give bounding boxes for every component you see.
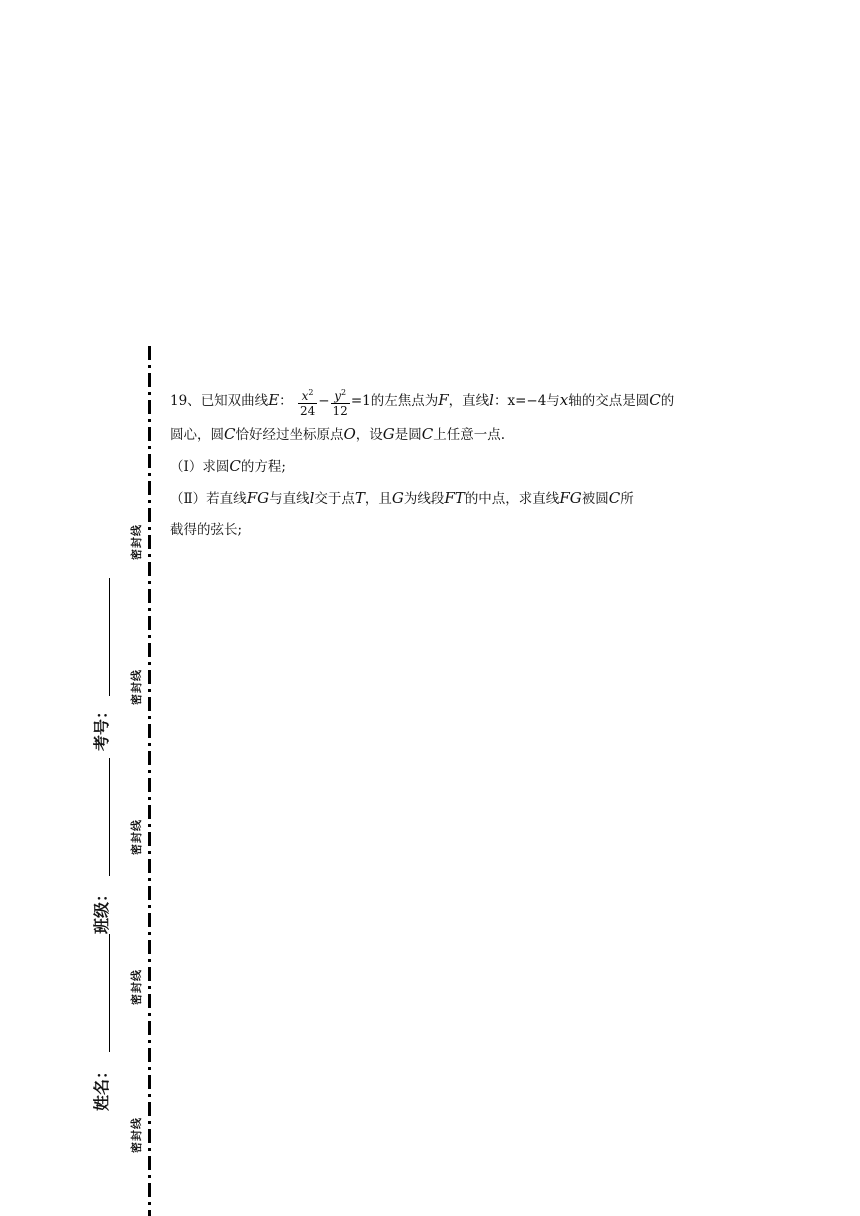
question-part-2: （Ⅱ）若直线FG与直线l交于点T，且G为线段FT的中点，求直线FG被圆C所 — [170, 489, 634, 507]
question-line-1: 19、已知双曲线E： $\frac{x^2}{24}$ − $\frac{y^2}{12}$ =1的左焦点为F，直线l：x=−4与x轴的交点是圆C的 — [170, 387, 675, 418]
question-part-1: （Ⅰ）求圆C的方程; — [170, 457, 286, 475]
exam-no-label: 考号： — [92, 702, 111, 751]
question-19 — [170, 382, 735, 546]
question-part-2-continued: 截得的弦长; — [170, 522, 243, 538]
fraction-y2-over-12: $\frac{y^2}{12}$ — [332, 387, 348, 418]
seal-label: 密封线 — [130, 524, 143, 560]
name-fill-line — [109, 934, 110, 1052]
question-number: 19、 — [170, 393, 201, 409]
name-label: 姓名： — [92, 1062, 111, 1111]
class-label: 班级： — [92, 885, 111, 934]
class-fill-line — [109, 758, 110, 876]
fraction-x2-over-24: $\frac{x^2}{24}$ — [299, 387, 316, 418]
question-line-2: 圆心，圆C恰好经过坐标原点O，设G是圆C上任意一点. — [170, 425, 506, 443]
seal-dash-line — [148, 346, 151, 1216]
seal-label: 密封线 — [130, 969, 143, 1005]
curve-symbol: E — [268, 391, 280, 409]
seal-label: 密封线 — [130, 819, 143, 855]
exam-no-fill-line — [109, 578, 110, 696]
seal-label: 密封线 — [130, 669, 143, 705]
seal-label: 密封线 — [130, 1117, 143, 1153]
